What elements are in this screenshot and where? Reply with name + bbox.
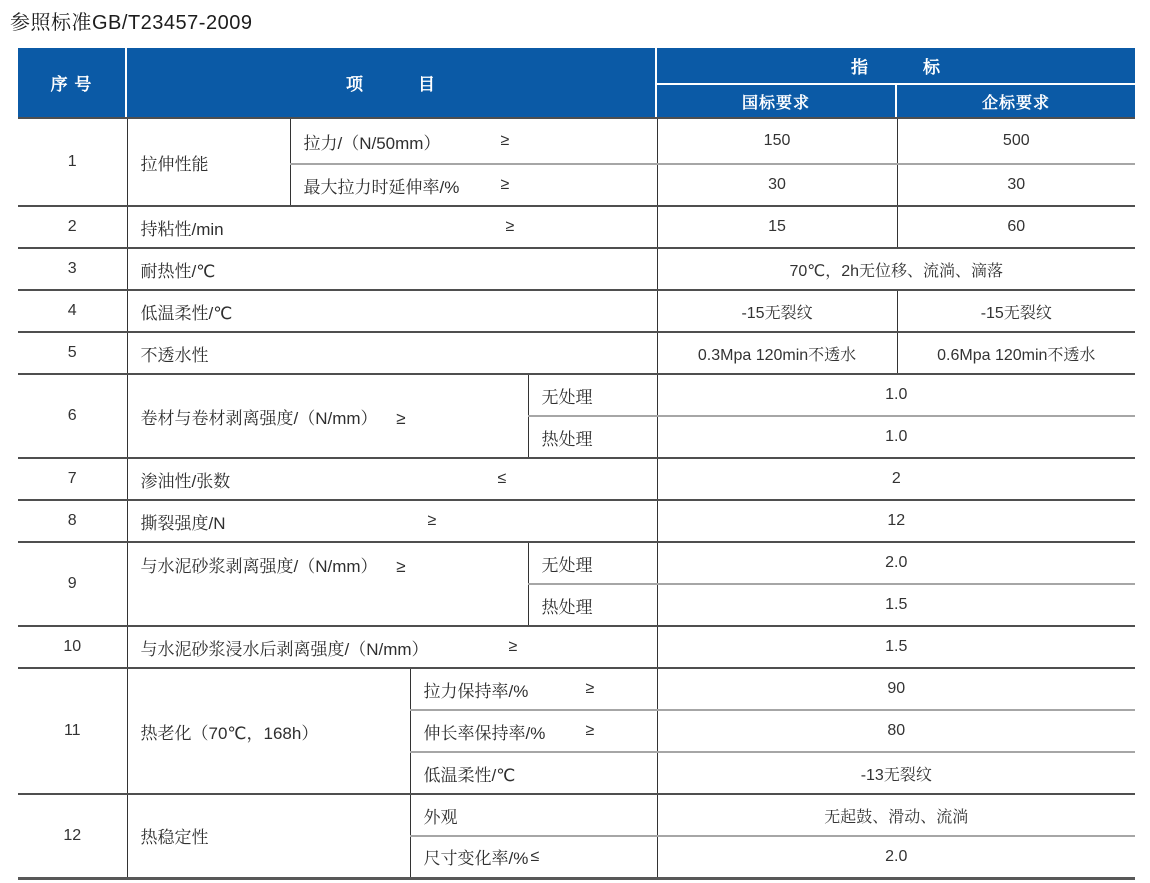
r12-sub1-label: 外观 bbox=[410, 794, 657, 836]
r12-sub2-text: 尺寸变化率/% bbox=[423, 849, 529, 869]
r4-gb-value: -15无裂纹 bbox=[657, 290, 897, 332]
r6-sub2-label: 热处理 bbox=[528, 416, 657, 458]
r11-sub3-label: 低温柔性/℃ bbox=[410, 752, 657, 794]
r8-item-text: 撕裂强度/N bbox=[140, 513, 226, 533]
r1-gb2-value: 30 bbox=[657, 164, 897, 206]
r11-sub2-text: 伸长率保持率/% bbox=[423, 723, 546, 743]
gte-symbol: ≥ bbox=[500, 132, 510, 149]
r9-sub2-label: 热处理 bbox=[528, 584, 657, 626]
r6-sub1-value: 1.0 bbox=[657, 374, 1135, 416]
r10-item-text: 与水泥砂浆浸水后剥离强度/（N/mm） bbox=[140, 639, 429, 659]
r3-item-label: 耐热性/℃ bbox=[127, 248, 657, 290]
r12-group-label: 热稳定性 bbox=[127, 794, 410, 878]
r9-sub1-label: 无处理 bbox=[528, 542, 657, 584]
r7-item-label bbox=[127, 458, 657, 500]
gte-symbol: ≥ bbox=[396, 408, 406, 428]
r12-seq: 12 bbox=[18, 794, 127, 878]
r4-seq: 4 bbox=[18, 290, 127, 332]
page-title: 参照标准GB/T23457-2009 bbox=[10, 12, 253, 34]
header-cell-index: 指 标 bbox=[657, 48, 1135, 85]
r2-qb-value: 60 bbox=[897, 206, 1135, 248]
r2-seq: 2 bbox=[18, 206, 127, 248]
r11-sub2-value: 80 bbox=[657, 710, 1135, 752]
r1-seq: 1 bbox=[18, 118, 127, 206]
r9-seq: 9 bbox=[18, 542, 127, 626]
header-cell-gb: 国标要求 bbox=[657, 85, 897, 117]
lte-symbol: ≤ bbox=[530, 847, 540, 865]
r5-qb-value: 0.6Mpa 120min不透水 bbox=[897, 332, 1135, 374]
r9-item-label bbox=[127, 542, 528, 626]
r10-seq: 10 bbox=[18, 626, 127, 668]
r1-gb-value: 150 bbox=[657, 118, 897, 164]
r6-item-label bbox=[127, 374, 528, 458]
gte-symbol: ≥ bbox=[508, 638, 518, 655]
gte-symbol: ≥ bbox=[505, 218, 515, 235]
header-cell-item: 项 目 bbox=[127, 48, 657, 117]
r6-item-text: 卷材与卷材剥离强度/（N/mm） bbox=[140, 408, 378, 428]
r11-sub2-label bbox=[410, 710, 657, 752]
r11-sub1-label bbox=[410, 668, 657, 710]
spec-table bbox=[18, 117, 1135, 880]
r5-seq: 5 bbox=[18, 332, 127, 374]
lte-symbol: ≤ bbox=[497, 470, 507, 487]
gte-symbol: ≥ bbox=[396, 557, 406, 576]
r2-gb-value: 15 bbox=[657, 206, 897, 248]
gte-symbol: ≥ bbox=[427, 512, 437, 529]
r4-item-label: 低温柔性/℃ bbox=[127, 290, 657, 332]
header-cell-qb: 企标要求 bbox=[897, 85, 1135, 117]
r6-sub2-value: 1.0 bbox=[657, 416, 1135, 458]
r2-item-text: 持粘性/min bbox=[140, 219, 224, 239]
r1-qb2-value: 30 bbox=[897, 164, 1135, 206]
r12-sub1-value: 无起鼓、滑动、流淌 bbox=[657, 794, 1135, 836]
r12-sub2-value: 2.0 bbox=[657, 836, 1135, 878]
r2-item-label bbox=[127, 206, 657, 248]
r8-merged-value: 12 bbox=[657, 500, 1135, 542]
gte-symbol: ≥ bbox=[585, 680, 595, 697]
gte-symbol: ≥ bbox=[500, 176, 510, 193]
r7-seq: 7 bbox=[18, 458, 127, 500]
r1-sub1-text: 拉力/（N/50mm） bbox=[303, 133, 441, 153]
r9-sub1-value: 2.0 bbox=[657, 542, 1135, 584]
r7-item-text: 渗油性/张数 bbox=[140, 471, 231, 491]
r11-group-label: 热老化（70℃，168h） bbox=[127, 668, 410, 794]
r3-merged-value: 70℃，2h无位移、流淌、滴落 bbox=[657, 248, 1135, 290]
r1-sub2-text: 最大拉力时延伸率/% bbox=[303, 177, 460, 197]
r6-sub1-label: 无处理 bbox=[528, 374, 657, 416]
r10-item-label bbox=[127, 626, 657, 668]
gte-symbol: ≥ bbox=[585, 722, 595, 739]
r5-gb-value: 0.3Mpa 120min不透水 bbox=[657, 332, 897, 374]
r1-qb-value: 500 bbox=[897, 118, 1135, 164]
r12-sub2-label bbox=[410, 836, 657, 878]
r9-sub2-value: 1.5 bbox=[657, 584, 1135, 626]
r1-sub1-label bbox=[290, 118, 657, 164]
r8-item-label bbox=[127, 500, 657, 542]
r11-sub3-value: -13无裂纹 bbox=[657, 752, 1135, 794]
r5-item-label: 不透水性 bbox=[127, 332, 657, 374]
r8-seq: 8 bbox=[18, 500, 127, 542]
r7-merged-value: 2 bbox=[657, 458, 1135, 500]
r11-sub1-value: 90 bbox=[657, 668, 1135, 710]
r4-qb-value: -15无裂纹 bbox=[897, 290, 1135, 332]
r1-group-label: 拉伸性能 bbox=[127, 118, 290, 206]
r3-seq: 3 bbox=[18, 248, 127, 290]
r10-merged-value: 1.5 bbox=[657, 626, 1135, 668]
r1-sub2-label bbox=[290, 164, 657, 206]
r6-seq: 6 bbox=[18, 374, 127, 458]
r9-item-text: 与水泥砂浆剥离强度/（N/mm） bbox=[140, 557, 378, 576]
header-cell-seq: 序 号 bbox=[18, 48, 127, 117]
r11-sub1-text: 拉力保持率/% bbox=[423, 681, 529, 701]
r11-seq: 11 bbox=[18, 668, 127, 794]
table-header bbox=[18, 48, 1135, 117]
